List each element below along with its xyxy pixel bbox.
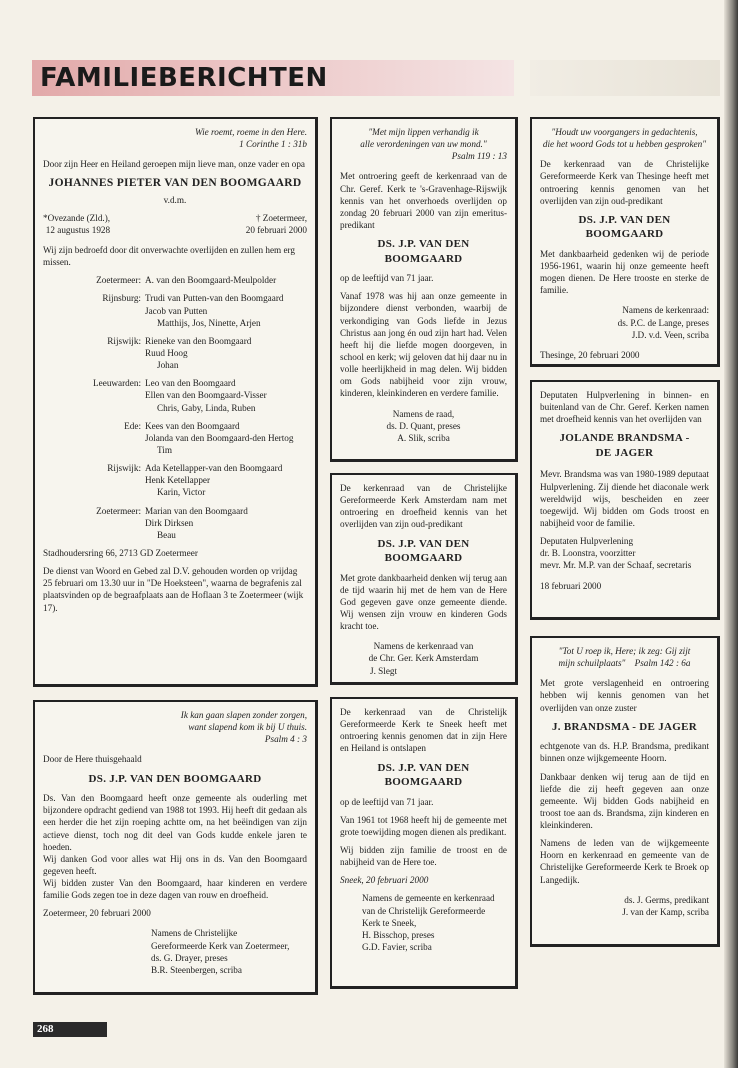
section-title: FAMILIEBERICHTEN bbox=[40, 63, 328, 93]
thanks-text: Wij danken God voor alles wat Hij ons in ds. Van den Boomgaard gegeven heeft. bbox=[43, 853, 307, 876]
intro-text: De kerkenraad van de Christelijke Gereformeerde Kerk van Thesinge heeft met ontroering kennis genomen van het overlijden van zijn oud-predikant bbox=[540, 159, 709, 206]
group-place: Rijswijk: bbox=[107, 335, 141, 346]
family-member: Marian van den Boomgaard bbox=[145, 505, 248, 516]
motto: "Tot U roep ik, Here; ik zeg: Gij zijt mijn schuilplaats" Psalm 142 : 6a bbox=[558, 646, 691, 669]
body-text: Vanaf 1978 was hij aan onze gemeente in bijzondere dienst verbonden, waarbij de verkondiging van Gods liefde in Jezus Christus aan jong én oud zijn hart had. Velen heeft hij die liefde mogen doorgeven, in school en kerk; wij geloven dat hij daar nu in volle heerlijkheid in mag delen. Wij bidden om Gods nabijheid voor zijn vrouw, kinderen, kleinkinderen en verdere familie. bbox=[340, 291, 507, 399]
grandchildren: Matthijs, Jos, Ninette, Arjen bbox=[157, 317, 261, 328]
intro-text: De kerkenraad van de Christelijk Gereformeerde Kerk te Sneek heeft met ontroering kennis genomen dat in zijn Here en Heiland is ontslapen bbox=[340, 707, 507, 754]
motto: Wie roemt, roeme in den Here. 1 Corinthe 1 : 31b bbox=[194, 127, 307, 150]
statement: Wij zijn bedroefd door dit onverwachte overlijden en zullen hem erg missen. bbox=[43, 245, 296, 268]
family-group bbox=[43, 274, 307, 286]
page-number: 268 bbox=[33, 1022, 107, 1037]
intro-text: Met ontroering geeft de kerkenraad van de Chr. Geref. Kerk te 's-Gravenhage-Rijswijk kennis van het onverhoeds overlijden op zondag 20 februari 2000 van zijn emeritus-predikant bbox=[340, 171, 507, 230]
address: Stadhoudersring 66, 2713 GD Zoetermeer bbox=[43, 547, 198, 558]
group-place: Zoetermeer: bbox=[96, 275, 141, 286]
grandchildren: Johan bbox=[157, 360, 179, 371]
notice-rijswijk-council bbox=[330, 117, 518, 462]
notice-amsterdam-council bbox=[330, 473, 518, 685]
family-member: A. van den Boomgaard-Meulpolder bbox=[145, 275, 277, 286]
section-banner bbox=[32, 60, 514, 96]
family-group bbox=[43, 335, 307, 371]
signature: Namens de kerkenraad van de Chr. Ger. Kerk Amsterdam J. Slegt bbox=[368, 641, 479, 676]
date: 18 februari 2000 bbox=[540, 580, 602, 591]
intro-text: Door de Here thuisgehaald bbox=[43, 754, 142, 765]
family-group bbox=[43, 462, 307, 498]
intro-text: De kerkenraad van de Christelijke Gereformeerde Kerk Amsterdam nam met ontroering en droefheid kennis van het overlijden van zijn oud-predikant bbox=[340, 483, 507, 530]
deceased-name: JOLANDE BRANDSMA - DE JAGER bbox=[559, 432, 690, 459]
group-place: Zoetermeer: bbox=[96, 505, 141, 516]
group-place: Leeuwarden: bbox=[93, 378, 141, 389]
group-names bbox=[145, 335, 251, 371]
signature: Namens de gemeente en kerkenraad van de Christelijk Gereformeerde Kerk te Sneek, H. Bisschop, preses G.D. Favier, scriba bbox=[362, 893, 495, 952]
group-names bbox=[145, 420, 294, 456]
thanks-text: Dankbaar denken wij terug aan de tijd en liefde die zij heeft gegeven aan onze gemeente. Wij bidden Gods nabijheid en troost toe aan ds. Brandsma, zijn kinderen en kleinkinderen. bbox=[540, 771, 709, 831]
notice-congregation-zoetermeer bbox=[33, 700, 318, 995]
body-text: Met dankbaarheid gedenken wij de periode 1956-1961, waarin hij onze gemeente heeft mogen dienen. De Here trooste en sterke de familie. bbox=[540, 248, 709, 296]
family-group bbox=[43, 505, 307, 541]
place-date: Thesinge, 20 februari 2000 bbox=[540, 349, 640, 360]
place-date: Sneek, 20 februari 2000 bbox=[340, 875, 429, 886]
motto: "Met mijn lippen verhandig ik alle verordeningen van uw mond." Psalm 119 : 13 bbox=[360, 127, 507, 162]
born-place: *Ovezande (Zld.), bbox=[43, 212, 111, 223]
page-corner-shade bbox=[530, 60, 720, 96]
group-place: Ede: bbox=[124, 420, 141, 431]
family-group bbox=[43, 420, 307, 456]
names-text: Namens de leden van de wijkgemeente Hoorn en kerkenraad en gemeente van de Christelijke Gereformeerde Kerk te Broek op Langedijk. bbox=[540, 838, 709, 885]
title-suffix: v.d.m. bbox=[163, 194, 187, 205]
notice-family bbox=[33, 117, 318, 687]
intro-text: Met grote verslagenheid en ontroering hebben wij kennis genomen van het overlijden van onze zuster bbox=[540, 678, 709, 713]
died-date: 20 februari 2000 bbox=[245, 224, 307, 235]
grandchildren: Chris, Gaby, Linda, Ruben bbox=[157, 402, 256, 413]
grandchildren: Beau bbox=[157, 529, 176, 540]
deceased-name: J. BRANDSMA - DE JAGER bbox=[551, 720, 698, 733]
wish-text: Wij bidden zijn familie de troost en de nabijheid van de Here toe. bbox=[340, 845, 507, 868]
birth-death bbox=[43, 212, 307, 236]
deceased-name: DS. J.P. VAN DEN BOOMGAARD bbox=[377, 761, 470, 789]
notice-deputies-aid bbox=[530, 380, 720, 620]
family-member: Leo van den Boomgaard bbox=[145, 378, 236, 389]
family-member: Henk Ketellapper bbox=[145, 475, 211, 486]
notice-hoorn-congregation bbox=[530, 636, 720, 947]
grandchildren: Tim bbox=[157, 444, 172, 455]
family-group bbox=[43, 377, 307, 413]
born-date: 12 augustus 1928 bbox=[45, 224, 111, 235]
body-text: Ds. Van den Boomgaard heeft onze gemeente als ouderling met bijzondere opdracht gediend van 1988 tot 1993. Hij heeft dit gedaan als een herder die het zijn roeping achtte om, na het beëindigen van zijn actieve dienst, toch nog dit deel van Gods kudde enkele jaren te hoeden. bbox=[43, 793, 307, 852]
group-names bbox=[145, 462, 282, 498]
deceased-name: JOHANNES PIETER VAN DEN BOOMGAARD bbox=[48, 177, 302, 190]
place-date: Zoetermeer, 20 februari 2000 bbox=[43, 908, 151, 919]
notice-sneek-council bbox=[330, 697, 518, 989]
body-text: Mevr. Brandsma was van 1980-1989 deputaat Hulpverlening. Zij diende het diaconale werk wereldwijd wijs, bescheiden en zeer toegewijd. Wij bidden om Gods troost en nabijheid voor de familie. bbox=[540, 469, 709, 529]
family-member: Rieneke van den Boomgaard bbox=[145, 335, 252, 346]
page-binding-shadow bbox=[724, 0, 738, 1068]
role-text: echtgenote van ds. H.P. Brandsma, predikant binnen onze wijkgemeente Hoorn. bbox=[540, 741, 709, 764]
body-text: Met grote dankbaarheid denken wij terug aan de tijd waarin hij met de hem van de Here God gegeven gave onze gemeente diende. Wij wensen zijn vrouw en kinderen Gods kracht toe. bbox=[340, 572, 507, 632]
family-member: Ruud Hoog bbox=[145, 348, 188, 358]
deceased-name: DS. J.P. VAN DEN BOOMGAARD bbox=[578, 213, 671, 241]
group-names bbox=[145, 292, 283, 328]
family-groups bbox=[43, 274, 307, 541]
age-text: op de leeftijd van 71 jaar. bbox=[340, 796, 434, 807]
family-member: Trudi van Putten-van den Boomgaard bbox=[145, 293, 284, 304]
service-info: De dienst van Woord en Gebed zal D.V. gehouden worden op vrijdag 25 februari om 13.30 uur in "De Hoeksteen", waarna de begrafenis zal plaatsvinden op de begraafplaats aan de Hoflaan 3 te Zoetermeer (wijk 17). bbox=[43, 566, 304, 613]
family-member: Jacob van Putten bbox=[145, 305, 208, 316]
signature: Namens de kerkenraad: ds. P.C. de Lange, preses J.D. v.d. Veen, scriba bbox=[617, 305, 709, 340]
motto: "Houdt uw voorgangers in gedachtenis, die het woord Gods tot u hebben gesproken" bbox=[542, 127, 707, 150]
motto: Ik kan gaan slapen zonder zorgen, want slapend kom ik bij U thuis. Psalm 4 : 3 bbox=[180, 710, 307, 745]
grandchildren: Karin, Victor bbox=[157, 487, 206, 498]
deceased-name: DS. J.P. VAN DEN BOOMGAARD bbox=[88, 772, 262, 785]
family-group bbox=[43, 292, 307, 328]
signature: Namens de Christelijke Gereformeerde Kerk van Zoetermeer, ds. G. Drayer, preses B.R. Steenbergen, scriba bbox=[151, 928, 290, 975]
body-text: Van 1961 tot 1968 heeft hij de gemeente met grote toewijding mogen dienen als predikant. bbox=[340, 814, 507, 837]
signature: Namens de raad, ds. D. Quant, preses A. Slik, scriba bbox=[386, 408, 461, 443]
family-member: Jolanda van den Boomgaard-den Hertog bbox=[145, 432, 294, 443]
age-text: op de leeftijd van 71 jaar. bbox=[340, 273, 434, 284]
group-names bbox=[145, 505, 248, 541]
intro-text: Deputaten Hulpverlening in binnen- en buitenland van de Chr. Geref. Kerken namen met droefheid kennis van het overlijden van bbox=[540, 390, 709, 425]
signature: Deputaten Hulpverlening dr. B. Loonstra, voorzitter mevr. Mr. M.P. van der Schaaf, secretaris bbox=[540, 536, 692, 571]
notice-thesinge-council bbox=[530, 117, 720, 367]
died-place: † Zoetermeer, bbox=[255, 212, 307, 223]
wish-text: Wij bidden zuster Van den Boomgaard, haar kinderen en verdere familie Gods zegen toe in deze dagen van rouw en droefheid. bbox=[43, 878, 307, 901]
group-names bbox=[145, 377, 267, 413]
group-place: Rijswijk: bbox=[107, 463, 141, 474]
family-member: Ellen van den Boomgaard-Visser bbox=[145, 390, 267, 401]
deceased-name: DS. J.P. VAN DEN BOOMGAARD bbox=[377, 537, 470, 565]
family-member: Ada Ketellapper-van den Boomgaard bbox=[145, 463, 283, 474]
group-names bbox=[145, 274, 276, 286]
group-place: Rijnsburg: bbox=[102, 293, 141, 304]
deceased-name: DS. J.P. VAN DEN BOOMGAARD bbox=[377, 238, 470, 265]
intro-text: Door zijn Heer en Heiland geroepen mijn lieve man, onze vader en opa bbox=[43, 159, 305, 170]
family-member: Kees van den Boomgaard bbox=[145, 420, 240, 431]
signature: ds. J. Germs, predikant J. van der Kamp, scriba bbox=[622, 894, 709, 917]
family-member: Dirk Dirksen bbox=[145, 517, 194, 528]
